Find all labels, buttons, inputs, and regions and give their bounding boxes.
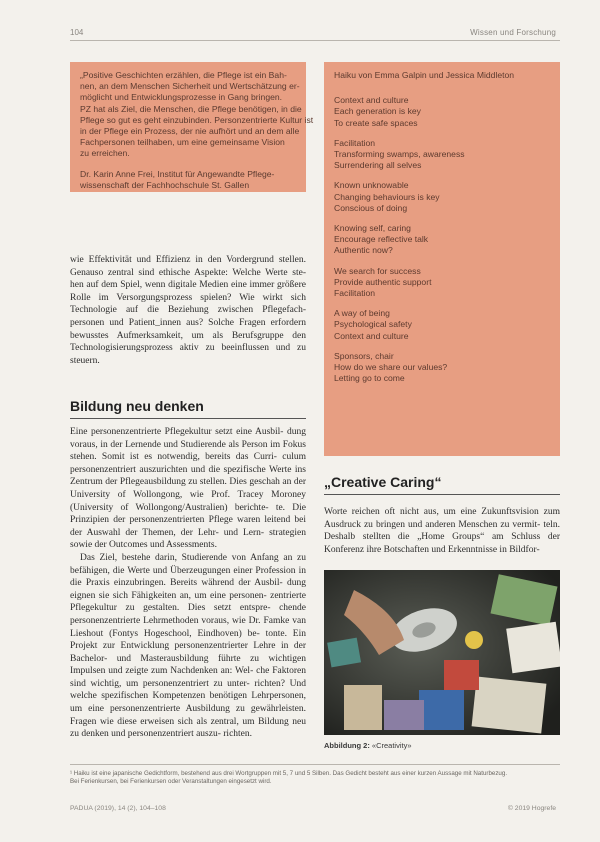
footnote-rule (70, 764, 560, 765)
conference-photo (324, 570, 560, 735)
haiku-line: Provide authentic support (334, 276, 432, 287)
haiku-line: To create safe spaces (334, 117, 418, 128)
haiku-line: Transforming swamps, awareness (334, 149, 465, 160)
creative-paragraph (324, 506, 560, 556)
text-line: gewährleisten. Fragen wie diese erweisen sich als zentral, (70, 704, 306, 727)
quote-line: möglicht und Entwicklungsprozesse in Gang bringen. (80, 92, 283, 103)
text-line: teln. Deshalb stellten die „Home Groups“ am Schluss der (324, 519, 560, 543)
heading-creative-caring: „Creative Caring“ (324, 474, 442, 490)
attribution-line: wissenschaft der Fachhochschule St. Gallen (80, 179, 250, 190)
text-line: strategien sowie der Outcomes und Assessments. (70, 527, 306, 551)
haiku-group (334, 180, 550, 214)
text-line: im Fokus stehen. Somit ist es notwendig, bereits das Curri- (70, 439, 306, 463)
haiku-line: Known unknowable (334, 180, 409, 191)
haiku-group (334, 351, 550, 385)
quote-attribution (80, 169, 296, 191)
text-line: Werte ins Zentrum der Pflegeausbildung zu stellen. Dies (70, 464, 306, 488)
text-line: in die Praxis einzubringen. Bereits während der Ausbil- (70, 565, 306, 589)
text-line: personen und Patient_innen aus? Solche Fragen erfordern (70, 317, 306, 328)
quote-text (80, 70, 314, 160)
text-line: richten. (223, 729, 253, 740)
haiku-group (334, 308, 550, 342)
bildung-section (70, 426, 306, 741)
header-rule (70, 40, 560, 41)
text-line: Das Ziel, bestehe darin, Studierende von Anfang an zu (80, 552, 306, 563)
text-line: Lehre in der Bachelor- und Masterausbildung führte zu (70, 641, 306, 664)
quote-line: Fachpersonen teilhaben, um eine gemeinsame Vision (80, 137, 285, 148)
text-line: bewusstes Aufmerksamkeit, um als Berufsgruppe den (70, 330, 306, 341)
haiku-line: A way of being (334, 308, 390, 319)
text-line: culum personenzentriert auszurichten und die spezifische (70, 452, 306, 475)
haiku-line: Context and culture (334, 95, 409, 106)
photo-illustration (324, 570, 560, 735)
page-number: 104 (70, 28, 84, 37)
caption-text: «Creativity» (371, 741, 412, 750)
section-title: Wissen und Forschung (470, 28, 556, 37)
text-line: steuern. (70, 355, 100, 366)
quote-box (70, 62, 314, 192)
haiku-line: Context and culture (334, 330, 409, 341)
heading-underline (70, 418, 306, 419)
haiku-line: Sponsors, chair (334, 350, 394, 361)
haiku-line: Conscious of doing (334, 202, 408, 213)
text-line: leitend bei der Auswahl der Themen, der Lehr- und Lern- (70, 515, 306, 538)
text-line: wie Effektivität und Effizienz in den Vordergrund stellen. (70, 255, 306, 265)
haiku-line: Letting go to come (334, 373, 405, 384)
footnote-line: ¹ Haiku ist eine japanische Gedichtform, bestehend aus drei Wortgruppen mit 5, 7 und 5 Silben. Das Gedicht besteht aus einer kurzen Aussage mit Naturbezug. (70, 770, 508, 777)
text-line: Eine personenzentrierte Pflegekultur setzt eine Ausbil- (70, 427, 287, 437)
haiku-line: We search for success (334, 265, 421, 276)
haiku-group (334, 138, 550, 172)
footnote (70, 770, 560, 786)
text-line: befähigen, die Werte und Überzeugungen einer Profession (70, 565, 299, 576)
quote-line: zu erreichen. (80, 148, 130, 159)
text-line: tonte. Ein Projekt zur Entwicklung personenzentrierter (70, 628, 306, 652)
figure-caption (324, 741, 412, 750)
text-line: zentrierte Pflegekultur zu gestalten. Dies setzt entspre- (70, 590, 306, 614)
haiku-line: Facilitation (334, 288, 376, 299)
text-line: Technologisierungsprozess aktiv zu beeinflussen und zu (70, 343, 306, 354)
haiku-line: Facilitation (334, 137, 376, 148)
text-line: te. Die Prinzipien der personenzentrierten Pflege waren (70, 502, 306, 526)
quote-line: in der Pflege ein Prozess, der nie aufhört und an dem alle (80, 126, 300, 137)
haiku-line: Changing behaviours is key (334, 191, 440, 202)
text-line: Ausdruck zu bringen und anderen Menschen zu vermit- (324, 519, 544, 530)
attribution-line: Dr. Karin Anne Frei, Institut für Angewandte Pflege- (80, 168, 275, 179)
text-line: Lehrpersonen, um eine personenzentrierte Ausbildung zu (70, 691, 306, 715)
text-line: dung voraus, in der Lernende und Studierende als Person (70, 427, 306, 450)
text-line: Moroney (University of Wollongong/Australien) berichte- (70, 489, 306, 513)
text-line: Famke van Lieshout (Fontys Hogeschool, Eindhoven) be- (70, 615, 306, 639)
bildung-paragraph-1 (70, 426, 306, 552)
haiku-group (334, 266, 550, 300)
footer-citation: PADUA (2019), 14 (2), 104–108 (70, 805, 166, 812)
haiku-group (334, 223, 550, 257)
haiku-line: Psychological safety (334, 319, 412, 330)
text-line: che Faktoren sind wichtig, um personenzentriert zu unter- (70, 666, 307, 689)
haiku-line: How do we share our values? (334, 362, 448, 373)
text-line: dung eignen sie sich Fähigkeiten an, um eine personen- (70, 578, 306, 601)
bildung-paragraph-2 (70, 552, 306, 741)
haiku-group (334, 95, 550, 129)
text-line: hen auf dem Spiel, wenn digitale Medien eine immer (70, 280, 277, 291)
quote-line: nen, an dem Menschen Sicherheit und Wertschätzung er- (80, 81, 300, 92)
text-line: um Bildung neu zu denken und personenzentriert auszu- (70, 716, 306, 740)
haiku-box (324, 62, 560, 456)
text-line: geschah an der University of Wollongong, wie Prof. Tracey (70, 477, 306, 500)
intro-paragraph (70, 254, 306, 367)
caption-label: Abbildung 2: (324, 741, 370, 750)
haiku-line: Surrendering all selves (334, 160, 422, 171)
haiku-line: Encourage reflective talk (334, 234, 429, 245)
heading-bildung: Bildung neu denken (70, 398, 204, 414)
haiku-title: Haiku von Emma Galpin und Jessica Middleton (334, 70, 515, 80)
text-line: richten? Und welche spezifischen Kompetenzen benötigen (70, 678, 306, 702)
text-line: wichtigen Impulsen und zeigte zum Nachdenken an: Wel- (70, 653, 306, 677)
text-line: sich Technologie auf die Beziehung zwischen Pflegefach- (70, 292, 306, 316)
footer-publisher: © 2019 Hogrefe (507, 805, 556, 812)
text-line: Worte reichen oft nicht aus, um eine Zukunftsvision zum (324, 507, 560, 517)
heading-underline (324, 494, 560, 495)
haiku-line: Each generation is key (334, 106, 421, 117)
text-line: Konferenz ihre Botschaften und Erkenntnisse in Bildfor- (324, 544, 540, 555)
quote-line: Pflege so gut es geht einzubinden. Personzentrierte Kultur ist (80, 114, 314, 125)
quote-line: „Positive Geschichten erzählen, die Pflege ist ein Bah- (80, 70, 287, 80)
haiku-line: Knowing self, caring (334, 223, 411, 234)
text-line: chende personenzentrierte Lehrmethoden voraus, wie Dr. (70, 603, 306, 626)
text-line: größere Rolle im Versorgungsprozess spielen? Wie wirkt (70, 280, 306, 303)
text-line: Genauso zentral sind ethische Aspekte: Welche Werte ste- (70, 267, 306, 278)
quote-line: PZ hat als Ziel, die Menschen, die Pflege benötigen, in die (80, 103, 302, 114)
footnote-line: Bei Ferienkursen, bei Ferienkursen oder Veranstaltungen eingesetzt wird. (70, 778, 272, 785)
haiku-line: Authentic now? (334, 245, 393, 256)
